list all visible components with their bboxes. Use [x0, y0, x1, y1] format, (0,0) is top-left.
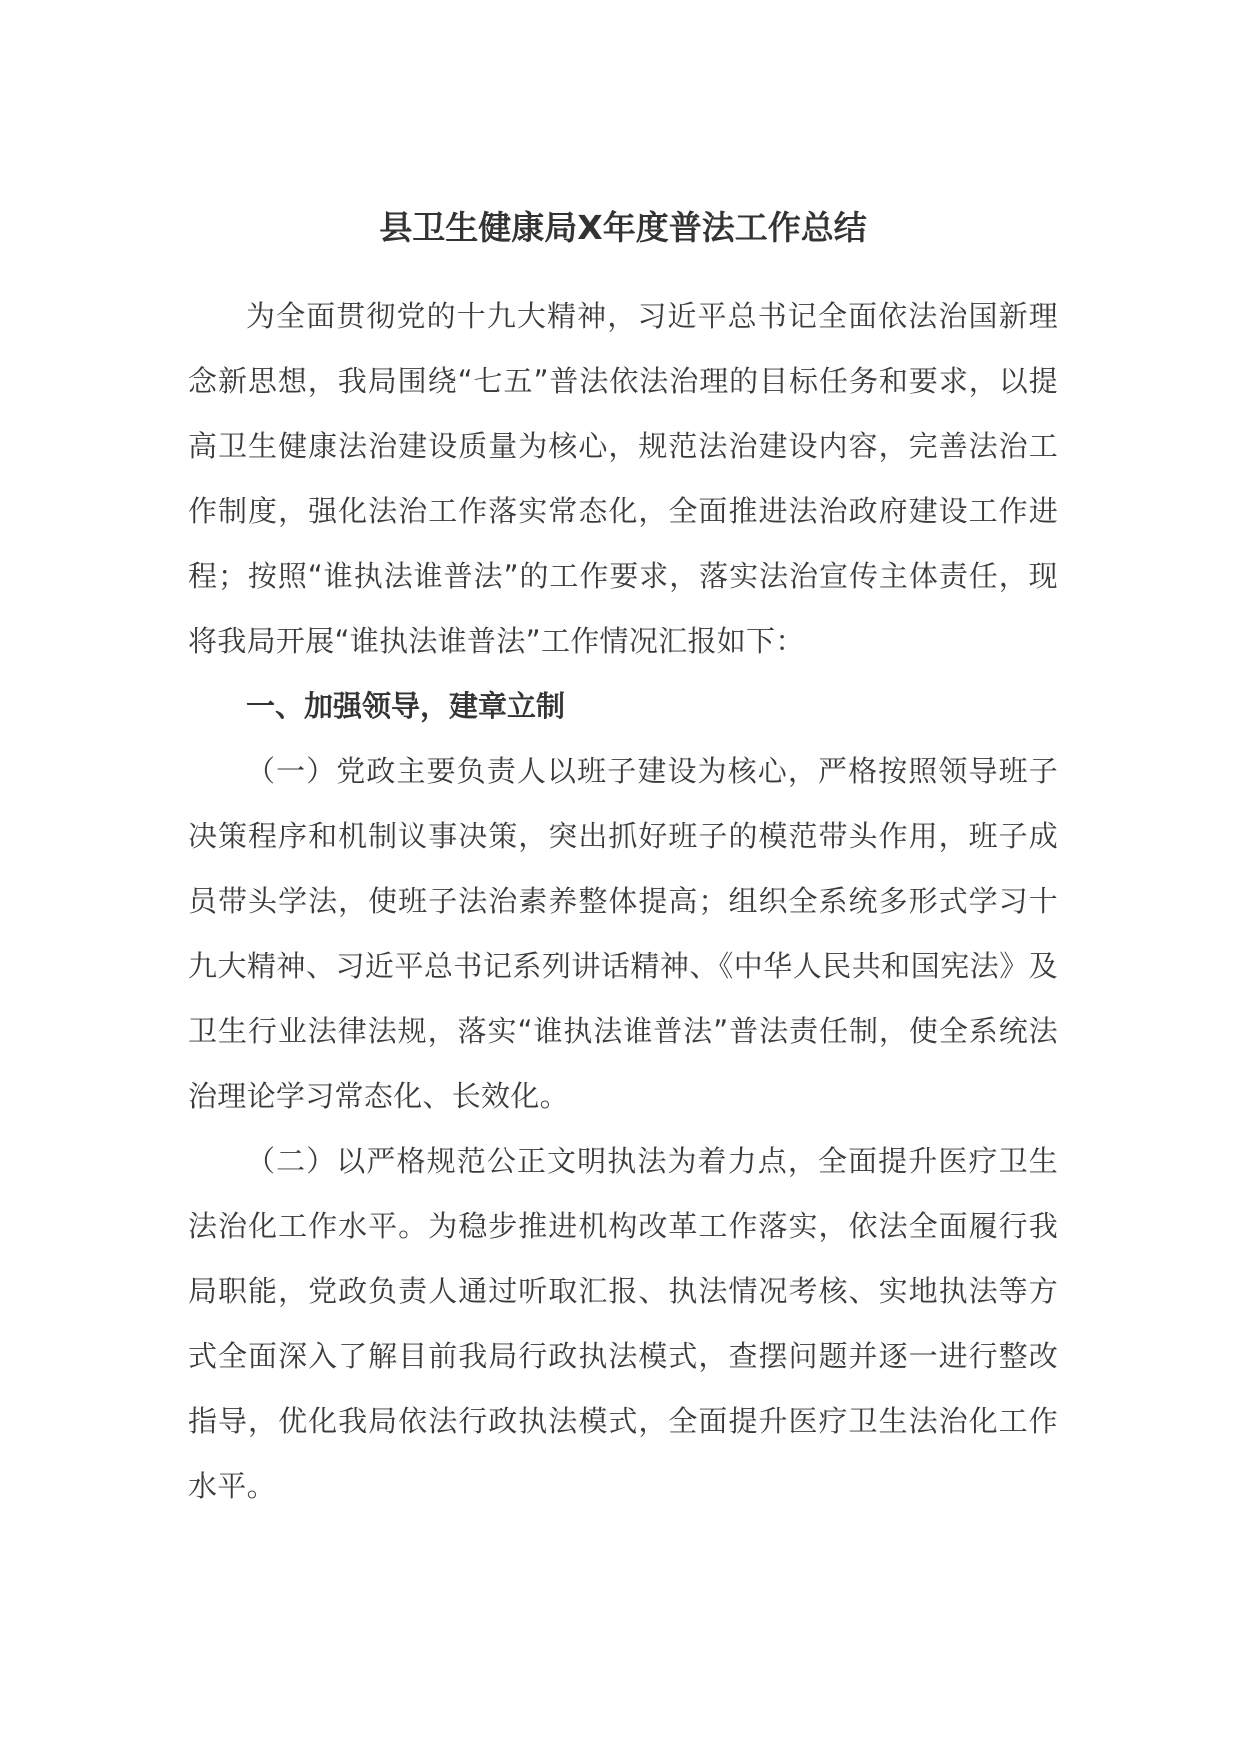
section-paragraph-1: （一）党政主要负责人以班子建设为核心，严格按照领导班子决策程序和机制议事决策，突出抓好班子的模范带头作用，班子成员带头学法，使班子法治素养整体提高；组织全系统多形式学习十九大精神、习近平总书记系列讲话精神、《中华人民共和国宪法》及卫生行业法律法规，落实“谁执法谁普法”普法责任制，使全系统法治理论学习常态化、长效化。 [188, 754, 1058, 1113]
intro-paragraph: 为全面贯彻党的十九大精神，习近平总书记全面依法治国新理念新思想，我局围绕“七五”普法依法治理的目标任务和要求，以提高卫生健康法治建设质量为核心，规范法治建设内容，完善法治工作制度，强化法治工作落实常态化，全面推进法治政府建设工作进程；按照“谁执法谁普法”的工作要求，落实法治宣传主体责任，现将我局开展“谁执法谁普法”工作情况汇报如下： [188, 299, 1058, 658]
section-paragraph-2: （二）以严格规范公正文明执法为着力点，全面提升医疗卫生法治化工作水平。为稳步推进机构改革工作落实，依法全面履行我局职能，党政负责人通过听取汇报、执法情况考核、实地执法等方式全面深入了解目前我局行政执法模式，查摆问题并逐一进行整改指导，优化我局依法行政执法模式，全面提升医疗卫生法治化工作水平。 [188, 1144, 1058, 1503]
section-heading: 一、加强领导，建章立制 [246, 689, 566, 723]
document-body [188, 204, 1058, 1519]
document-title: 县卫生健康局X年度普法工作总结 [379, 208, 867, 247]
